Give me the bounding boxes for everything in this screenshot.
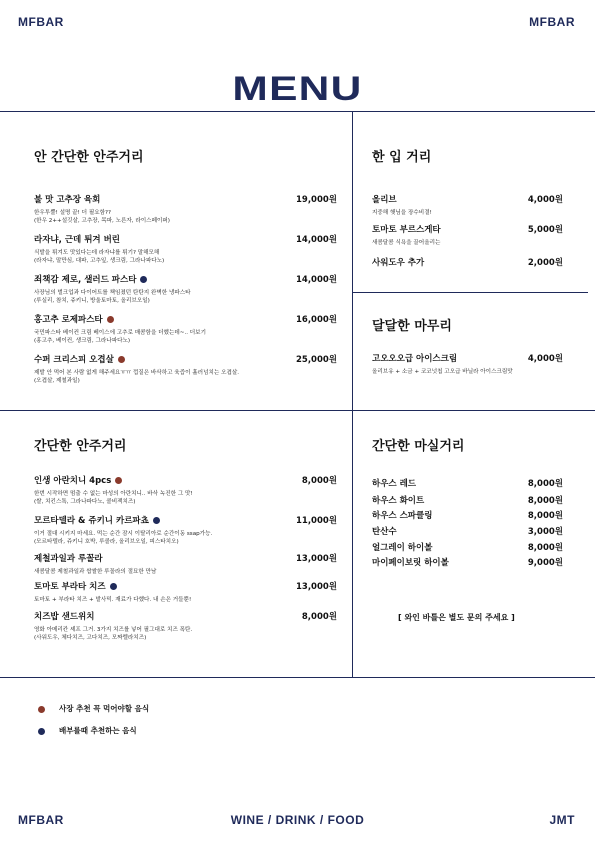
menu-item-description: 지중해 햇님을 장수비결! <box>372 210 432 216</box>
menu-item <box>372 256 424 268</box>
menu-item-description: 이거 절대 시키지 마세요. 먹는 순간 잠시 이탈리아로 순간이동 ssap가능. <box>34 531 213 537</box>
menu-item-price: 9,000원 <box>527 558 563 568</box>
menu-item-price: 16,000원 <box>295 315 337 325</box>
menu-item-name <box>34 273 191 285</box>
menu-item-price: 3,000원 <box>527 527 563 537</box>
menu-item-name <box>34 474 193 486</box>
menu-item-name <box>34 353 239 365</box>
legend-item-recommended <box>38 703 149 714</box>
menu-title: MENU <box>232 70 363 108</box>
menu-item <box>372 509 432 521</box>
menu-item-name-text: 치즈밥 샌드위치 <box>34 612 95 622</box>
menu-item-name <box>372 193 432 205</box>
menu-item-description: (한우 2++설깃살, 고추장, 목파, 노른자, 라이스페이퍼) <box>34 218 170 224</box>
legend-item-filling <box>38 725 137 736</box>
footer-jmt: JMT <box>549 813 575 827</box>
menu-item-name-text: 마이페이보릿 하이볼 <box>372 558 449 568</box>
menu-item-description: 새콤달콤 식욕을 끌어올리는 <box>372 240 441 246</box>
bottom-divider <box>0 677 595 678</box>
menu-item <box>34 514 212 546</box>
menu-item-name-text: 고오오오급 아이스크림 <box>372 354 458 364</box>
section-title-light: 간단한 안주거리 <box>34 439 127 454</box>
menu-item-name <box>372 494 424 506</box>
menu-item-description: (사워도우, 체다치즈, 고다치즈, 모짜렐라치즈) <box>34 635 147 641</box>
footer-brand: MFBAR <box>18 813 64 827</box>
section-title-dessert: 달달한 마무리 <box>372 319 452 334</box>
brown-dot-icon <box>38 706 45 713</box>
menu-item-name-text: 토마토 부르스게타 <box>372 225 441 235</box>
menu-item-name-text: 모르타델라 & 쥬키니 카르파쵸 <box>34 516 149 526</box>
brown-dot-icon <box>118 356 125 363</box>
menu-item-price: 13,000원 <box>295 582 337 592</box>
menu-item-price: 4,000원 <box>527 354 563 364</box>
menu-item-description: 제발 안 먹어 본 사람 없게 해주세요ㅠㅠ 껍질은 바삭하고 육즙이 흘러넘치는 오겹살. <box>34 370 240 376</box>
menu-item <box>372 352 513 376</box>
menu-item-name-text: 탄산수 <box>372 527 397 537</box>
menu-item <box>34 233 164 265</box>
menu-item-description: (쌀, 치킨스톡, 그라나파다노, 콜비잭치즈) <box>34 499 136 505</box>
menu-item-description: 올리브유 + 소금 + 코코넛칩 고오급 바닐라 아이스크림맛 <box>372 369 513 375</box>
menu-item-price: 5,000원 <box>527 225 563 235</box>
navy-dot-icon <box>153 517 160 524</box>
menu-item-name-text: 인생 아란치니 4pcs <box>34 476 112 486</box>
menu-item-price: 8,000원 <box>527 511 563 521</box>
menu-item <box>34 580 191 604</box>
menu-item-price: 4,000원 <box>527 195 563 205</box>
menu-item-name <box>372 556 449 568</box>
menu-item <box>372 477 416 489</box>
menu-item-name <box>34 610 192 622</box>
menu-item-price: 14,000원 <box>295 275 337 285</box>
menu-item-price: 8,000원 <box>527 496 563 506</box>
footer-tagline: WINE / DRINK / FOOD <box>230 813 365 827</box>
section-title-snacks: 안 간단한 안주거리 <box>34 150 144 165</box>
menu-item <box>372 494 424 506</box>
menu-item-name-text: 하우스 화이트 <box>372 496 425 506</box>
menu-item-name-text: 올리브 <box>372 195 397 205</box>
brand-logo-right: MFBAR <box>529 15 575 29</box>
menu-item-description: 토마토 + 부라타 치즈 + 발사믹. 재료가 다했다. 내 손은 거들뿐! <box>34 597 192 603</box>
menu-item-price: 25,000원 <box>295 355 337 365</box>
menu-item-name-text: 하우스 레드 <box>372 479 417 489</box>
menu-item <box>372 193 432 217</box>
menu-item-description: (루실리, 참치, 쥬키니, 방울토마토, 올리브오일) <box>34 298 150 304</box>
menu-item-price: 19,000원 <box>295 195 337 205</box>
menu-item-name <box>34 552 156 564</box>
menu-item-price: 14,000원 <box>295 235 337 245</box>
menu-item-name <box>372 352 513 364</box>
menu-item <box>34 353 239 385</box>
menu-item-name-text: 제철과일과 루꼴라 <box>34 554 103 564</box>
menu-item-description: (라자냐, 말만심, 대파, 고추잎, 생크림, 그라나파다노) <box>34 258 165 264</box>
top-divider <box>0 111 595 112</box>
brand-logo-left: MFBAR <box>18 15 64 29</box>
menu-item-description: 새콤달콤 제철과일과 쌉쌀한 루꼴라의 절묘한 만남 <box>34 569 157 575</box>
menu-item-name-text: 하우스 스파클링 <box>372 511 433 521</box>
menu-item-price: 11,000원 <box>295 516 337 526</box>
menu-item <box>34 610 192 642</box>
menu-item-name <box>34 313 206 325</box>
wine-bottle-notice: [ 와인 바틀은 별도 문의 주세요 ] <box>398 613 515 622</box>
menu-item-name <box>34 233 164 245</box>
menu-item <box>34 474 193 506</box>
menu-item-name <box>372 256 424 268</box>
menu-item-name <box>372 223 441 235</box>
menu-item-name <box>372 477 416 489</box>
legend-label-recommended: 사장 추천 꼭 먹어야할 음식 <box>59 704 150 713</box>
navy-dot-icon <box>38 728 45 735</box>
menu-item-price: 8,000원 <box>301 476 337 486</box>
menu-item <box>372 541 432 553</box>
middle-divider <box>0 410 595 411</box>
menu-item-price: 8,000원 <box>527 543 563 553</box>
menu-item <box>372 556 449 568</box>
menu-item-description: 한번 시작하면 멈출 수 없는 마성의 아란치니.. 바삭 녹진한 그 맛! <box>34 491 193 497</box>
menu-item-name-text: 라자냐, 근데 튀겨 버린 <box>34 235 121 245</box>
menu-item-name-text: 사워도우 추가 <box>372 258 425 268</box>
section-title-bite: 한 입 거리 <box>372 150 432 165</box>
menu-item-description: 한우투뿔! 설명 끝! 더 필요함?? <box>34 210 111 216</box>
menu-item-name <box>372 541 432 553</box>
menu-item-name <box>372 509 432 521</box>
menu-item-description: 식발을 튀겨도 맛있다는데 라자냐를 튀기? 말해모해 <box>34 250 160 256</box>
menu-item-price: 13,000원 <box>295 554 337 564</box>
menu-item-name <box>34 193 170 205</box>
menu-item-description: 사장님의 벌크업과 다이어트를 책임졌던 탄탄지 완벽한 냉파스타 <box>34 290 191 296</box>
menu-item <box>34 552 156 576</box>
menu-item-description: (모르타델라, 쥬키니 호박, 루콜라, 올리브오일, 피스타치오) <box>34 539 179 545</box>
menu-item-name-text: 수퍼 크리스피 오겹살 <box>34 355 114 365</box>
menu-item <box>372 223 441 247</box>
menu-item <box>34 273 191 305</box>
menu-item-name-text: 토마토 부라타 치즈 <box>34 582 106 592</box>
menu-item-name-text: 불 맛 고추장 육회 <box>34 195 101 205</box>
menu-item-price: 8,000원 <box>527 479 563 489</box>
menu-item-name-text: 얼그레이 하이볼 <box>372 543 433 553</box>
menu-item-name <box>34 580 191 592</box>
menu-item-name-text: 홍고추 로제파스타 <box>34 315 103 325</box>
navy-dot-icon <box>110 583 117 590</box>
menu-item-price: 2,000원 <box>527 258 563 268</box>
menu-item-description: 국민파스타 베이컨 크림 베이스에 고추로 매콤함을 더했는데~.. 더보기 <box>34 330 206 336</box>
navy-dot-icon <box>140 276 147 283</box>
menu-item-name <box>372 525 397 537</box>
menu-item-name <box>34 514 212 526</box>
menu-item <box>372 525 397 537</box>
menu-item-name-text: 죄책감 제로, 샐러드 파스타 <box>34 275 137 285</box>
menu-item-description: 영화 아메리칸 셰프 그거. 3가지 치즈를 넣어 필그대로 치즈 폭탄. <box>34 627 193 633</box>
menu-item-price: 8,000원 <box>301 612 337 622</box>
brown-dot-icon <box>107 316 114 323</box>
column-divider <box>352 111 353 678</box>
brown-dot-icon <box>115 477 122 484</box>
menu-item-description: (오겹살, 제철과일) <box>34 378 80 384</box>
menu-item <box>34 313 206 345</box>
menu-item <box>34 193 170 225</box>
section-title-drinks: 간단한 마실거리 <box>372 439 465 454</box>
legend-label-filling: 배부를때 추천하는 음식 <box>59 726 137 735</box>
right-divider-upper <box>352 292 588 293</box>
menu-item-description: (홍고추, 베이컨, 생크림, 그라나파다노) <box>34 338 131 344</box>
